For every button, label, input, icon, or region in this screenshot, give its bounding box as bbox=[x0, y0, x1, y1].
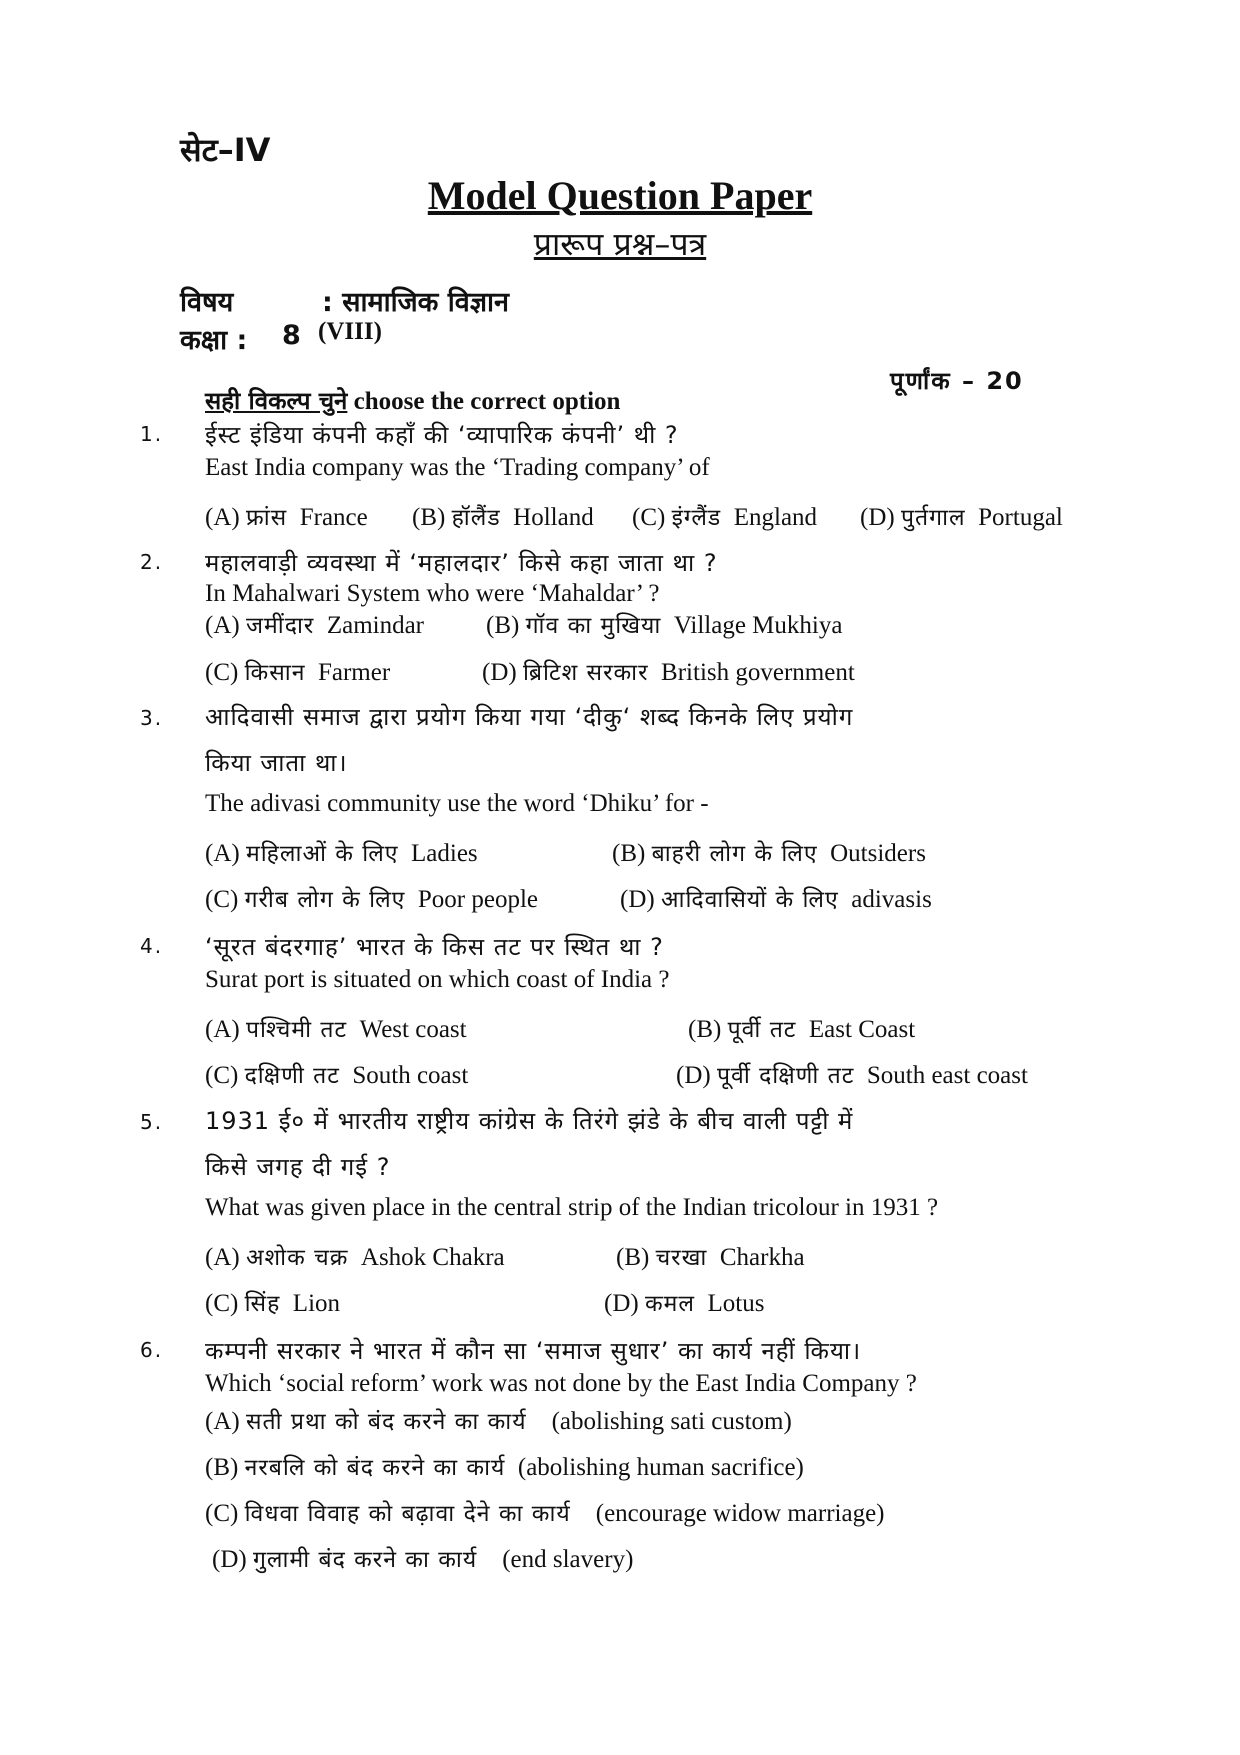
full-marks: पूर्णांक – 20 bbox=[890, 367, 1024, 395]
option-label: (A) bbox=[205, 504, 240, 531]
option-row bbox=[860, 500, 1063, 532]
option-english: South east coast bbox=[866, 1062, 1028, 1089]
option-hindi: पूर्वी तट bbox=[727, 1017, 797, 1043]
option-row bbox=[205, 882, 538, 914]
option-row bbox=[205, 1240, 505, 1272]
question-number: 1. bbox=[140, 422, 164, 446]
option-english: (abolishing sati custom) bbox=[551, 1408, 792, 1435]
option-hindi: आदिवासियों के लिए bbox=[660, 887, 839, 913]
option-hindi: दक्षिणी तट bbox=[244, 1063, 340, 1089]
question-english: East India company was the ‘Trading company’ of bbox=[205, 454, 710, 481]
class-roman: (VIII) bbox=[318, 318, 382, 345]
option-english: East Coast bbox=[808, 1016, 916, 1043]
question-hindi: आदिवासी समाज द्वारा प्रयोग किया गया ‘दीकु‘ शब्द किनके लिए प्रयोग bbox=[205, 703, 854, 731]
option-label: (C) bbox=[205, 1290, 239, 1317]
option-hindi: हॉलैंड bbox=[451, 505, 501, 531]
question-english: What was given place in the central strip of the Indian tricolour in 1931 ? bbox=[205, 1194, 939, 1221]
option-english: Ladies bbox=[411, 840, 478, 867]
option-label: (D) bbox=[604, 1290, 639, 1317]
option-hindi: इंग्लैंड bbox=[671, 505, 722, 531]
question-number: 2. bbox=[140, 550, 164, 574]
option-english: France bbox=[299, 504, 368, 531]
option-english: Zamindar bbox=[326, 612, 425, 639]
option-row bbox=[482, 655, 855, 687]
option-english: Poor people bbox=[417, 886, 539, 913]
option-label: (A) bbox=[205, 612, 240, 639]
option-row bbox=[205, 1496, 885, 1528]
question-hindi: ‘सूरत बंदरगाह’ भारत के किस तट पर स्थित था ? bbox=[205, 933, 664, 961]
option-hindi: विधवा विवाह को बढ़ावा देने का कार्य bbox=[244, 1501, 571, 1527]
option-hindi: ब्रिटिश सरकार bbox=[522, 660, 649, 686]
question-english: Surat port is situated on which coast of India ? bbox=[205, 966, 670, 993]
paper-subtitle-hindi: प्रारूप प्रश्न–पत्र bbox=[533, 225, 707, 263]
option-label: (D) bbox=[676, 1062, 711, 1089]
option-english: West coast bbox=[359, 1016, 467, 1043]
option-label: (D) bbox=[620, 886, 655, 913]
option-row bbox=[205, 655, 390, 687]
option-english: Village Mukhiya bbox=[673, 612, 843, 639]
question-number: 5. bbox=[140, 1110, 164, 1134]
question-number: 6. bbox=[140, 1338, 164, 1362]
option-row bbox=[205, 1450, 804, 1482]
option-label: (D) bbox=[482, 659, 517, 686]
option-english: (end slavery) bbox=[502, 1546, 634, 1573]
option-label: (D) bbox=[212, 1546, 247, 1573]
option-hindi: बाहरी लोग के लिए bbox=[651, 841, 818, 867]
option-row bbox=[604, 1286, 764, 1318]
subject-value: : सामाजिक विज्ञान bbox=[322, 287, 510, 318]
option-hindi: नरबलि को बंद करने का कार्य bbox=[244, 1455, 506, 1481]
option-english: Ashok Chakra bbox=[360, 1244, 505, 1271]
question-number: 4. bbox=[140, 934, 164, 958]
option-row bbox=[688, 1012, 915, 1044]
option-hindi: किसान bbox=[244, 660, 306, 686]
option-hindi: जमींदार bbox=[245, 613, 315, 639]
option-row bbox=[205, 1404, 792, 1436]
option-label: (C) bbox=[205, 886, 239, 913]
option-row bbox=[632, 500, 817, 532]
question-hindi: कम्पनी सरकार ने भारत में कौन सा ‘समाज सुधार’ का कार्य नहीं किया। bbox=[205, 1337, 862, 1365]
option-english: Lion bbox=[292, 1290, 341, 1317]
option-label: (B) bbox=[616, 1244, 650, 1271]
question-hindi-continued: किसे जगह दी गई ? bbox=[205, 1153, 391, 1181]
option-english: Outsiders bbox=[830, 840, 926, 867]
option-row bbox=[205, 1286, 340, 1318]
option-label: (C) bbox=[205, 1062, 239, 1089]
option-english: South coast bbox=[352, 1062, 469, 1089]
option-row bbox=[412, 500, 594, 532]
option-row bbox=[205, 1012, 467, 1044]
option-english: Farmer bbox=[317, 659, 391, 686]
option-hindi: गरीब लोग के लिए bbox=[244, 887, 406, 913]
option-row bbox=[205, 836, 478, 868]
option-hindi: चरखा bbox=[655, 1245, 708, 1271]
option-english: Lotus bbox=[707, 1290, 765, 1317]
option-hindi: सिंह bbox=[244, 1291, 281, 1317]
option-hindi: गॉव का मुखिया bbox=[525, 613, 662, 639]
option-label: (B) bbox=[412, 504, 446, 531]
question-english: The adivasi community use the word ‘Dhiku’ for - bbox=[205, 790, 709, 817]
option-row bbox=[205, 1058, 468, 1090]
option-row bbox=[205, 500, 368, 532]
option-hindi: महिलाओं के लिए bbox=[245, 841, 399, 867]
option-label: (C) bbox=[632, 504, 666, 531]
question-hindi-continued: किया जाता था। bbox=[205, 749, 348, 777]
class-value: 8 bbox=[282, 320, 301, 351]
option-row bbox=[616, 1240, 805, 1272]
question-hindi: ईस्ट इंडिया कंपनी कहाँ की ‘व्यापारिक कंपनी’ थी ? bbox=[205, 421, 679, 449]
option-hindi: सती प्रथा को बंद करने का कार्य bbox=[245, 1409, 527, 1435]
set-number: सेट–IV bbox=[180, 131, 271, 169]
option-label: (B) bbox=[486, 612, 520, 639]
question-hindi: 1931 ई० में भारतीय राष्ट्रीय कांग्रेस के तिरंगे झंडे के बीच वाली पट्टी में bbox=[205, 1107, 854, 1135]
instruction bbox=[205, 384, 620, 417]
option-hindi: फ्रांस bbox=[245, 505, 288, 531]
option-english: British government bbox=[661, 659, 855, 686]
question-english: Which ‘social reform’ work was not done by the East India Company ? bbox=[205, 1370, 917, 1397]
option-english: Charkha bbox=[719, 1244, 805, 1271]
paper-title: Model Question Paper bbox=[427, 173, 813, 218]
option-label: (B) bbox=[205, 1454, 239, 1481]
option-english: England bbox=[733, 504, 818, 531]
option-row bbox=[486, 608, 842, 640]
question-number: 3. bbox=[140, 706, 164, 730]
option-label: (A) bbox=[205, 1244, 240, 1271]
option-row bbox=[612, 836, 926, 868]
option-label: (B) bbox=[612, 840, 646, 867]
question-hindi: महालवाड़ी व्यवस्था में ‘महालदार’ किसे कहा जाता था ? bbox=[205, 549, 718, 577]
option-label: (A) bbox=[205, 1408, 240, 1435]
option-hindi: पुर्तगाल bbox=[900, 505, 966, 531]
option-hindi: पश्चिमी तट bbox=[245, 1017, 348, 1043]
option-english: Portugal bbox=[978, 504, 1063, 531]
subject-label: विषय bbox=[180, 287, 234, 318]
class-label: कक्षा : bbox=[180, 325, 248, 356]
option-row bbox=[212, 1542, 633, 1574]
option-row bbox=[676, 1058, 1028, 1090]
option-english: adivasis bbox=[851, 886, 932, 913]
instruction-hindi: सही विकल्प चुने bbox=[205, 387, 348, 415]
question-english: In Mahalwari System who were ‘Mahaldar’ ? bbox=[205, 580, 660, 607]
option-english: Holland bbox=[513, 504, 594, 531]
option-row bbox=[620, 882, 932, 914]
option-label: (D) bbox=[860, 504, 895, 531]
option-label: (A) bbox=[205, 840, 240, 867]
option-row bbox=[205, 608, 424, 640]
option-label: (A) bbox=[205, 1016, 240, 1043]
option-label: (B) bbox=[688, 1016, 722, 1043]
option-hindi: अशोक चक्र bbox=[245, 1245, 349, 1271]
option-english: (encourage widow marriage) bbox=[595, 1500, 885, 1527]
option-hindi: कमल bbox=[644, 1291, 695, 1317]
option-label: (C) bbox=[205, 659, 239, 686]
option-label: (C) bbox=[205, 1500, 239, 1527]
option-hindi: पूर्वी दक्षिणी तट bbox=[716, 1063, 855, 1089]
option-english: (abolishing human sacrifice) bbox=[517, 1454, 804, 1481]
option-hindi: गुलामी बंद करने का कार्य bbox=[252, 1547, 478, 1573]
instruction-english: choose the correct option bbox=[353, 388, 621, 415]
